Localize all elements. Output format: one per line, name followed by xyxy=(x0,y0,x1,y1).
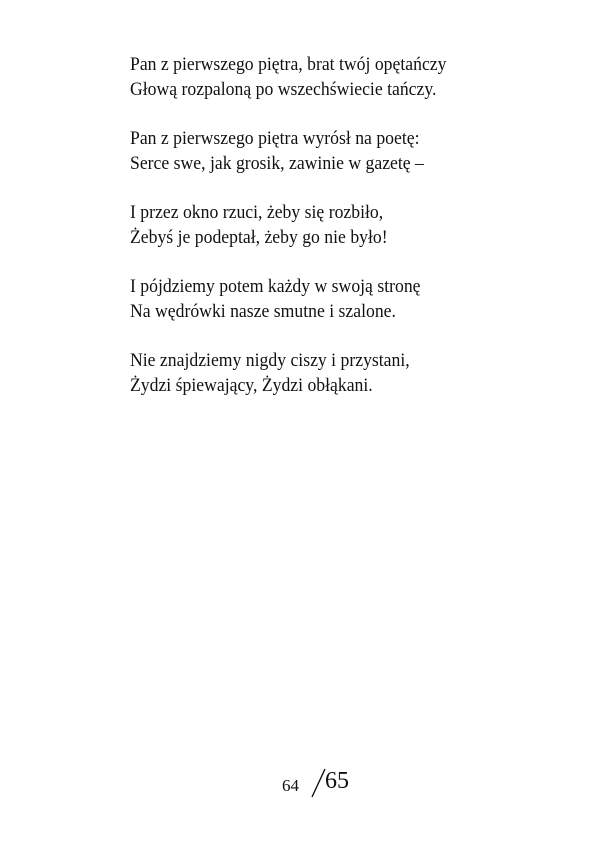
poem xyxy=(130,52,550,422)
poem-line: Nie znajdziemy nigdy ciszy i przystani, xyxy=(130,350,410,371)
poem-line: Pan z pierwszego piętra, brat twój opętańczy xyxy=(130,54,447,75)
stanza-3 xyxy=(130,200,550,250)
poem-line: Serce swe, jak grosik, zawinie w gazetę – xyxy=(130,153,424,174)
page-number xyxy=(275,766,375,806)
stanza-2 xyxy=(130,126,550,176)
page-number-left: 64 xyxy=(282,776,299,795)
stanza-4 xyxy=(130,274,550,324)
poem-line: I pójdziemy potem każdy w swoją stronę xyxy=(130,276,421,297)
poem-line: Pan z pierwszego piętra wyrósł na poetę: xyxy=(130,128,420,149)
poem-line: Żebyś je podeptał, żeby go nie było! xyxy=(130,227,388,248)
poem-line: Żydzi śpiewający, Żydzi obłąkani. xyxy=(130,375,373,396)
poem-line: I przez okno rzuci, żeby się rozbiło, xyxy=(130,202,384,223)
poem-line: Na wędrówki nasze smutne i szalone. xyxy=(130,301,396,322)
page-number-right: 65 xyxy=(325,768,349,794)
poem-line: Głową rozpaloną po wszechświecie tańczy. xyxy=(130,79,437,100)
stanza-5 xyxy=(130,348,550,398)
stanza-1 xyxy=(130,52,550,102)
